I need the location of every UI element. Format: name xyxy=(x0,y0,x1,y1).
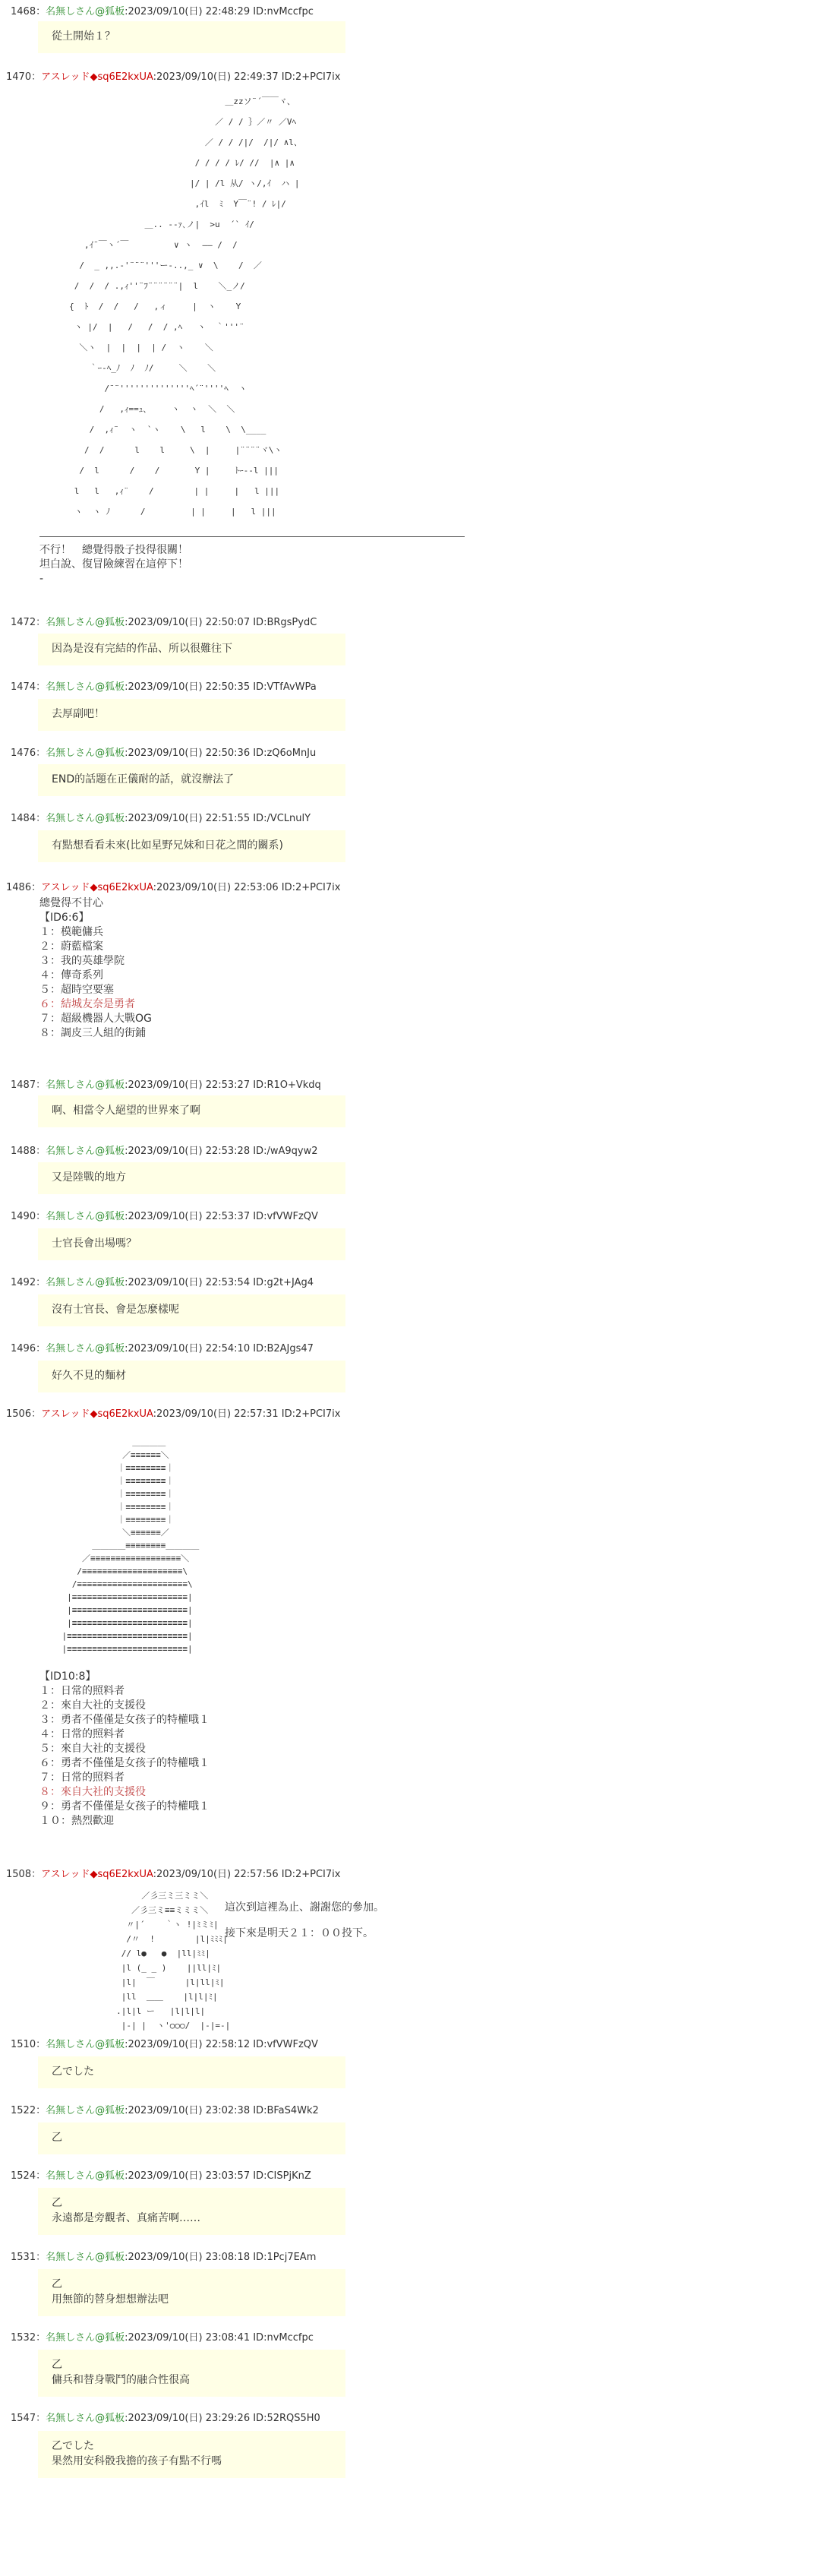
poster-name: アスレッド xyxy=(41,882,90,893)
separator: ： xyxy=(36,681,46,693)
post-body xyxy=(38,699,345,731)
body-line: ７：超級機器人大戰OG xyxy=(39,1013,152,1025)
separator: ： xyxy=(31,882,42,893)
post-header xyxy=(6,68,340,83)
body-line: 這次到這裡為止、謝謝您的參加。 xyxy=(225,1901,384,1914)
body-line: １：模範傭兵 xyxy=(39,926,103,938)
post-body xyxy=(39,543,188,586)
post-body xyxy=(38,1228,345,1260)
body-line: 乙でした xyxy=(52,2440,94,2452)
post-header xyxy=(6,1405,340,1420)
poster-name: 名無しさん@狐板 xyxy=(46,1079,125,1091)
separator: ： xyxy=(36,2170,46,2182)
post-number[interactable]: 1547 xyxy=(11,2413,36,2424)
poster-name: アスレッド xyxy=(41,1869,90,1880)
post-number[interactable]: 1486 xyxy=(6,882,32,893)
post-meta: :2023/09/10(日) 23:08:18 ID:1Pcj7EAm xyxy=(125,2252,317,2263)
post-header xyxy=(6,1866,340,1880)
post-body xyxy=(38,2122,345,2154)
poster-trip: ◆sq6E2kxUA xyxy=(90,882,153,893)
body-line: 乙 xyxy=(52,2359,62,2371)
poster-trip: ◆sq6E2kxUA xyxy=(90,1408,153,1420)
body-line: ９：勇者不僅僅是女孩子的特權哦１ xyxy=(39,1800,210,1813)
body-line: 乙でした xyxy=(52,2066,94,2078)
poster-name: 名無しさん@狐板 xyxy=(46,6,125,17)
poster-trip: ◆sq6E2kxUA xyxy=(90,71,153,83)
separator: ： xyxy=(36,2105,46,2116)
post-body xyxy=(38,830,345,862)
body-line: ４：傳奇系列 xyxy=(39,969,103,981)
body-line: 乙 xyxy=(52,2132,62,2144)
body-line: 傭兵和替身戰鬥的融合性很高 xyxy=(52,2374,190,2386)
body-line: 果然用安科骰我擔的孩子有點不行嗎 xyxy=(52,2455,222,2467)
post-number[interactable]: 1468 xyxy=(11,6,36,17)
poster-name: 名無しさん@狐板 xyxy=(46,813,125,824)
poster-name: 名無しさん@狐板 xyxy=(46,1211,125,1222)
post-body xyxy=(225,1895,384,1946)
body-line: 【ID10:8】 xyxy=(39,1670,96,1683)
post-header xyxy=(6,879,340,893)
post-body xyxy=(38,2188,345,2235)
poster-name: 名無しさん@狐板 xyxy=(46,2039,125,2050)
post-meta: :2023/09/10(日) 22:53:27 ID:R1O+Vkdq xyxy=(125,1079,321,1091)
body-line: 又是陸戰的地方 xyxy=(52,1171,126,1184)
separator: ： xyxy=(36,2413,46,2424)
body-line: 好久不見的麵材 xyxy=(52,1370,126,1382)
post-number[interactable]: 1532 xyxy=(11,2332,36,2344)
body-line: ４：日常的照料者 xyxy=(39,1728,125,1740)
post-body xyxy=(38,2431,345,2478)
post-body xyxy=(38,764,345,796)
post-number[interactable]: 1490 xyxy=(11,1211,36,1222)
poster-name: 名無しさん@狐板 xyxy=(46,748,125,759)
post-number[interactable]: 1531 xyxy=(11,2252,36,2263)
post-number[interactable]: 1487 xyxy=(11,1079,36,1091)
post-header xyxy=(11,2249,316,2263)
separator: ： xyxy=(36,1079,46,1091)
body-line: ３：我的英雄學院 xyxy=(39,955,125,967)
poster-name: アスレッド xyxy=(41,71,90,83)
post-header xyxy=(11,678,317,693)
separator: ： xyxy=(36,2252,46,2263)
body-line: 去厚副吧！ xyxy=(52,708,105,720)
post-body xyxy=(38,21,345,53)
post-body xyxy=(38,2056,345,2088)
poster-name: 名無しさん@狐板 xyxy=(46,1277,125,1288)
post-meta: :2023/09/10(日) 22:57:31 ID:2+PCI7ix xyxy=(153,1408,341,1420)
poster-name: 名無しさん@狐板 xyxy=(46,1343,125,1354)
body-line: ８：調皮三人組的街鋪 xyxy=(39,1027,146,1039)
body-line: 永遠都是旁觀者、真痛苦啊…… xyxy=(52,2212,200,2224)
post-meta: :2023/09/10(日) 22:48:29 ID:nvMccfpc xyxy=(125,6,314,17)
post-header xyxy=(11,1274,314,1288)
post-header xyxy=(11,1143,317,1157)
body-line: 啊、相當令人絕望的世界來了啊 xyxy=(52,1105,200,1117)
post-meta: :2023/09/10(日) 22:51:55 ID:/VCLnulY xyxy=(125,813,311,824)
post-number[interactable]: 1510 xyxy=(11,2039,36,2050)
body-line: ３：勇者不僅僅是女孩子的特權哦１ xyxy=(39,1714,210,1726)
divider-line xyxy=(39,536,465,537)
separator: ： xyxy=(36,2332,46,2344)
post-number[interactable]: 1496 xyxy=(11,1343,36,1354)
post-header xyxy=(11,810,311,824)
post-meta: :2023/09/10(日) 22:53:28 ID:/wA9qyw2 xyxy=(125,1146,318,1157)
body-line: 乙 xyxy=(52,2197,62,2209)
post-meta: :2023/09/10(日) 22:50:07 ID:BRgsPydC xyxy=(125,617,317,628)
post-body xyxy=(38,634,345,665)
post-body xyxy=(38,1162,345,1194)
post-header xyxy=(11,2102,319,2116)
poster-name: 名無しさん@狐板 xyxy=(46,2413,125,2424)
body-line: ７：日常的照料者 xyxy=(39,1772,125,1784)
separator: ： xyxy=(36,1277,46,1288)
body-line: ８：來自大社的支援役 xyxy=(39,1786,146,1798)
post-body xyxy=(38,1095,345,1127)
post-body xyxy=(38,1361,345,1392)
body-line: ５：來自大社的支援役 xyxy=(39,1743,146,1755)
ascii-art: ／彡三ミ三ミミ＼ ／彡三ミ≡≡ミミミ＼ 〃|´ ｀ヽ !|ﾐミﾐ| /〃 ! |l|ﾐﾐﾐ| // l● ● |ll|ﾐﾐ| |l (_ _ ) ||ll|ﾐ| |l| ￣ |l|ll|ﾐ| |ll ＿＿ |l|l|ﾐ| .|l|l ー |l|l|l| |-| | ヽ'○○○/ |-|=-| xyxy=(116,1891,231,2031)
post-number[interactable]: 1474 xyxy=(11,681,36,693)
post-number[interactable]: 1470 xyxy=(6,71,32,83)
post-meta: :2023/09/10(日) 22:54:10 ID:B2AJgs47 xyxy=(125,1343,314,1354)
poster-name: 名無しさん@狐板 xyxy=(46,617,125,628)
separator: ： xyxy=(36,1146,46,1157)
post-header xyxy=(11,614,317,628)
separator: ： xyxy=(36,617,46,628)
post-header xyxy=(11,1340,314,1354)
poster-name: 名無しさん@狐板 xyxy=(46,681,125,693)
post-number[interactable]: 1524 xyxy=(11,2170,36,2182)
body-line: 士官長會出場嗎？ xyxy=(52,1237,137,1250)
post-header xyxy=(11,1208,318,1222)
post-body xyxy=(39,1670,210,1828)
separator: ： xyxy=(31,1869,42,1880)
body-line: 沒有士官長、會是怎麼樣呢 xyxy=(52,1304,179,1316)
post-number[interactable]: 1484 xyxy=(11,813,36,824)
separator: ： xyxy=(36,6,46,17)
post-number[interactable]: 1506 xyxy=(6,1408,32,1420)
body-line: ６：勇者不僅僅是女孩子的特權哦１ xyxy=(39,1757,210,1769)
body-line: END的話題在正儀耐的話，就沒辦法了 xyxy=(52,773,235,785)
post-number[interactable]: 1472 xyxy=(11,617,36,628)
body-line: ６：結城友奈是勇者 xyxy=(39,998,135,1010)
post-meta: :2023/09/10(日) 22:58:12 ID:vfVWFzQV xyxy=(125,2039,318,2050)
body-line: 【ID6:6】 xyxy=(39,912,90,924)
post-meta: :2023/09/10(日) 23:08:41 ID:nvMccfpc xyxy=(125,2332,314,2344)
post-meta: :2023/09/10(日) 22:53:54 ID:g2t+JAg4 xyxy=(125,1277,314,1288)
separator: ： xyxy=(36,1211,46,1222)
body-line: - xyxy=(39,573,44,585)
body-line: 從土開始１？ xyxy=(52,30,115,43)
post-meta: :2023/09/10(日) 22:50:35 ID:VTfAvWPa xyxy=(125,681,317,693)
poster-name: アスレッド xyxy=(41,1408,90,1420)
body-line: 不行！ 總覺得骰子投得很關！ xyxy=(39,544,188,556)
body-line: 用無節的替身想想辦法吧 xyxy=(52,2293,169,2306)
post-header xyxy=(11,744,316,759)
post-header xyxy=(11,2167,311,2182)
post-meta: :2023/09/10(日) 22:49:37 ID:2+PCI7ix xyxy=(153,71,341,83)
post-meta: :2023/09/10(日) 23:03:57 ID:CISPjKnZ xyxy=(125,2170,311,2182)
post-body xyxy=(39,896,152,1041)
post-meta: :2023/09/10(日) 22:53:06 ID:2+PCI7ix xyxy=(153,882,341,893)
post-number[interactable]: 1476 xyxy=(11,748,36,759)
post-number[interactable]: 1492 xyxy=(11,1277,36,1288)
post-body xyxy=(38,1294,345,1326)
poster-name: 名無しさん@狐板 xyxy=(46,2252,125,2263)
post-meta: :2023/09/10(日) 22:53:37 ID:vfVWFzQV xyxy=(125,1211,318,1222)
poster-name: 名無しさん@狐板 xyxy=(46,2170,125,2182)
body-line: １：日常的照料者 xyxy=(39,1685,125,1697)
ascii-art: ＿＿＿＿ ／≡≡≡≡≡≡＼ ｜≡≡≡≡≡≡≡≡｜ ｜≡≡≡≡≡≡≡≡｜ ｜≡≡≡≡≡≡≡≡｜ ｜≡≡≡≡≡≡≡≡｜ ｜≡≡≡≡≡≡≡≡｜ ＼≡≡≡≡≡≡／ ＿＿＿＿≡≡≡≡≡≡≡≡＿＿＿＿ ／≡≡≡≡≡≡≡≡≡≡≡≡≡≡≡≡≡≡＼ /≡≡≡≡≡≡≡≡≡≡≡≡≡≡≡≡≡≡≡≡\ /≡≡≡≡≡≡≡≡≡≡≡≡≡≡≡≡≡≡≡≡≡≡\ |≡≡≡≡≡≡≡≡≡≡≡≡≡≡≡≡≡≡≡≡≡≡≡| |≡≡≡≡≡≡≡≡≡≡≡≡≡≡≡≡≡≡≡≡≡≡≡| |≡≡≡≡≡≡≡≡≡≡≡≡≡≡≡≡≡≡≡≡≡≡≡| |≡≡≡≡≡≡≡≡≡≡≡≡≡≡≡≡≡≡≡≡≡≡≡≡| |≡≡≡≡≡≡≡≡≡≡≡≡≡≡≡≡≡≡≡≡≡≡≡≡| xyxy=(62,1437,200,1654)
poster-trip: ◆sq6E2kxUA xyxy=(90,1869,153,1880)
body-line: 有點想看看未來(比如星野兄妹和日花之間的關系) xyxy=(52,839,283,852)
post-header xyxy=(11,1076,321,1091)
post-number[interactable]: 1488 xyxy=(11,1146,36,1157)
post-body xyxy=(38,2350,345,2397)
body-line: ２：蔚藍檔案 xyxy=(39,940,103,953)
body-line: 乙 xyxy=(52,2278,62,2290)
separator: ： xyxy=(31,1408,42,1420)
separator: ： xyxy=(36,2039,46,2050)
post-meta: :2023/09/10(日) 23:29:26 ID:52RQS5H0 xyxy=(125,2413,320,2424)
post-number[interactable]: 1508 xyxy=(6,1869,32,1880)
post-body xyxy=(38,2269,345,2316)
poster-name: 名無しさん@狐板 xyxy=(46,2105,125,2116)
post-number[interactable]: 1522 xyxy=(11,2105,36,2116)
post-meta: :2023/09/10(日) 22:57:56 ID:2+PCI7ix xyxy=(153,1869,341,1880)
separator: ： xyxy=(36,1343,46,1354)
post-meta: :2023/09/10(日) 22:50:36 ID:zQ6oMnJu xyxy=(125,748,317,759)
post-meta: :2023/09/10(日) 23:02:38 ID:BFaS4Wk2 xyxy=(125,2105,319,2116)
body-line: １０：熱烈歡迎 xyxy=(39,1815,114,1827)
separator: ： xyxy=(31,71,42,83)
body-line: 因為是沒有完結的作品、所以很難往下 xyxy=(52,643,232,655)
separator: ： xyxy=(36,748,46,759)
post-header xyxy=(11,2036,318,2050)
body-line: ５：超時空要塞 xyxy=(39,984,114,996)
body-line: 接下來是明天２１：００投下。 xyxy=(225,1927,374,1939)
ascii-art: ＿zzソ¨´￣￣ヾ、 ／ / / ｝／〃 ／Vﾍ ／ / / /|/ /|/ ∧l、 / / / / ﾚ/ // |∧ |∧ |/ | /l 从/ ヽ/,ｲ ハ | ,ｲl ﾐ Y￣¨! / ﾚ|/ ＿.. -‐ｧ､ノ| >u ´` ｲ/ ,ｲ¨￣ヽ´￣ ∨ ヽ ―― / / / _ ,,.-'¨¨¨'''ー-..,_ ∨ \ / ／ / / / .,ｨ''¨ﾌ¨¨¨¨¨¨| l ＼_ノ/ { ﾄ / / / ,ィ | ヽ Y ヽ |/ | / / / ,ﾍ ヽ ｀'''¨ ＼ヽ | | | | / ヽ ＼ ｀ｰ-ﾍ_ﾉ ﾉ ﾉ/ ＼ ＼ /¨¨''''''''''''''ﾍ´¨''''ﾍ ヽ / ,ｨ==ｭ、 ヽ ヽ ＼ ＼ / ,ｨ¨ ヽ `ヽ \ l \ \____ / / l l \ | |¨¨¨¨ヾ\ヽ / l / / Y | ﾄｰ--l ||| l l ,ｨ¨ / | | | l ||| ヽ ヽ ﾉ / | | | l ||| xyxy=(69,96,302,517)
separator: ： xyxy=(36,813,46,824)
post-header xyxy=(11,2329,314,2344)
body-line: 坦白說、復冒險練習在這停下！ xyxy=(39,558,188,571)
post-header xyxy=(11,2410,320,2424)
poster-name: 名無しさん@狐板 xyxy=(46,1146,125,1157)
post-header xyxy=(11,3,314,17)
poster-name: 名無しさん@狐板 xyxy=(46,2332,125,2344)
body-line: 總覺得不甘心 xyxy=(39,897,103,909)
body-line: ２：來自大社的支援役 xyxy=(39,1699,146,1712)
